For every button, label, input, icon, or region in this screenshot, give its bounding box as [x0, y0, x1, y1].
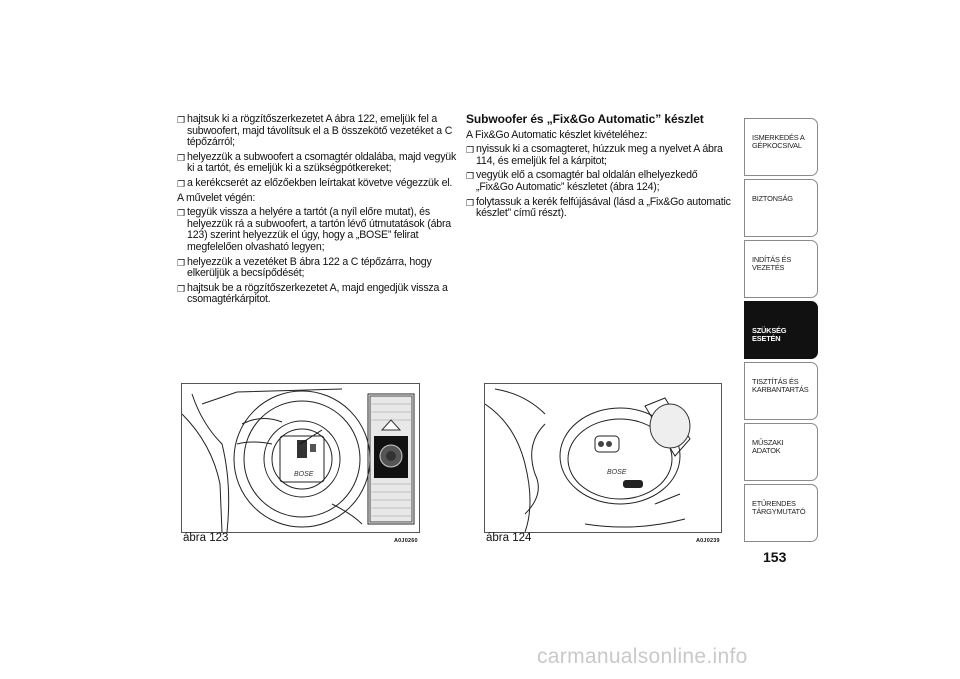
checkbox-bullet-icon: ❐	[177, 115, 185, 125]
list-item: ❐ tegyük vissza a helyére a tartót (a nyíl előre mutat), és helyezzük rá a subwoofert, a tartón lévő útmutatások (ábra 123) szerint helyezzük el úgy, hogy a „BOSE” felirat megfelelően olvasható legyen;	[177, 206, 451, 253]
tab-tisztitas[interactable]: TISZTÍTÁS ÉS KARBANTARTÁS	[744, 362, 818, 420]
tab-inditas[interactable]: INDÍTÁS ÉS VEZETÉS	[744, 240, 818, 298]
tab-biztonsag[interactable]: BIZTONSÁG	[744, 179, 818, 237]
list-item: ❐ a kerékcserét az előzőekben leírtakat követve végezzük el.	[177, 176, 453, 189]
fixgo-drawing	[485, 384, 721, 532]
checkbox-bullet-icon: ❐	[466, 145, 474, 156]
figure-caption: ábra 123	[183, 532, 229, 544]
right-column	[466, 114, 736, 223]
checkbox-bullet-icon: ❐	[177, 283, 185, 294]
subwoofer-drawing	[182, 384, 419, 532]
watermark: carmanualsonline.info	[537, 645, 748, 668]
chapter-tabs	[744, 118, 818, 545]
figure-124-fixgo-illustration	[484, 383, 722, 533]
bose-logo: BOSE	[607, 469, 627, 476]
list-item: ❐ vegyük elő a csomagtér bal oldalán elhelyezkedő „Fix&Go Automatic” készletet (ábra 124);	[466, 169, 698, 193]
list-item: ❐ helyezzük a vezetéket B ábra 122 a C tépőzárra, hogy elkerüljük a becsípődését;	[177, 255, 432, 280]
checkbox-bullet-icon: ❐	[177, 152, 185, 163]
tab-szukseg-eseten[interactable]: SZÜKSÉG ESETÉN	[744, 301, 818, 359]
figure-123-subwoofer-illustration	[181, 383, 420, 533]
checkbox-bullet-icon: ❐	[177, 178, 185, 189]
section-heading: Subwoofer és „Fix&Go Automatic” készlet	[466, 112, 704, 126]
checkbox-bullet-icon: ❐	[177, 257, 185, 268]
tab-muszaki-adatok[interactable]: MŰSZAKI ADATOK	[744, 423, 818, 481]
figure-code: A0J0239	[696, 538, 720, 544]
list-item: ❐ hajtsuk ki a rögzítőszerkezetet A ábra 122, emeljük fel a subwoofert, majd távolítsuk el a B összekötő vezetéket a C tépőzárról;	[177, 113, 453, 149]
checkbox-bullet-icon: ❐	[466, 197, 474, 208]
list-item: ❐ nyissuk ki a csomagteret, húzzuk meg a nyelvet A ábra 114, és emeljük fel a kárpitot;	[466, 143, 723, 167]
checkbox-bullet-icon: ❐	[177, 208, 185, 219]
page-number: 153	[763, 549, 787, 565]
list-item: ❐ hajtsuk be a rögzítőszerkezetet A, majd engedjük vissza a csomagtérkárpitot.	[177, 281, 448, 306]
bose-logo: BOSE	[294, 471, 314, 478]
section-intro: A Fix&Go Automatic készlet kivételéhez:	[466, 128, 648, 141]
section-intro: A művelet végén:	[177, 191, 256, 204]
list-item: ❐ helyezzük a subwoofert a csomagtér oldalába, majd vegyük ki a tartót, és emeljük ki a szükségpótkereket;	[177, 150, 457, 175]
figure-caption: ábra 124	[486, 532, 532, 544]
list-item: ❐ folytassuk a kerék felfújásával (lásd a „Fix&Go automatic készlet” című részt).	[466, 195, 731, 220]
checkbox-bullet-icon: ❐	[466, 171, 474, 182]
figure-code: A0J0260	[394, 538, 418, 544]
tab-ismerkedes[interactable]: ISMERKEDÉS A GÉPKOCSIVAL	[744, 118, 818, 176]
left-column	[177, 114, 457, 309]
tab-targymutato[interactable]: ETŰRENDES TÁRGYMUTATÓ	[744, 484, 818, 542]
